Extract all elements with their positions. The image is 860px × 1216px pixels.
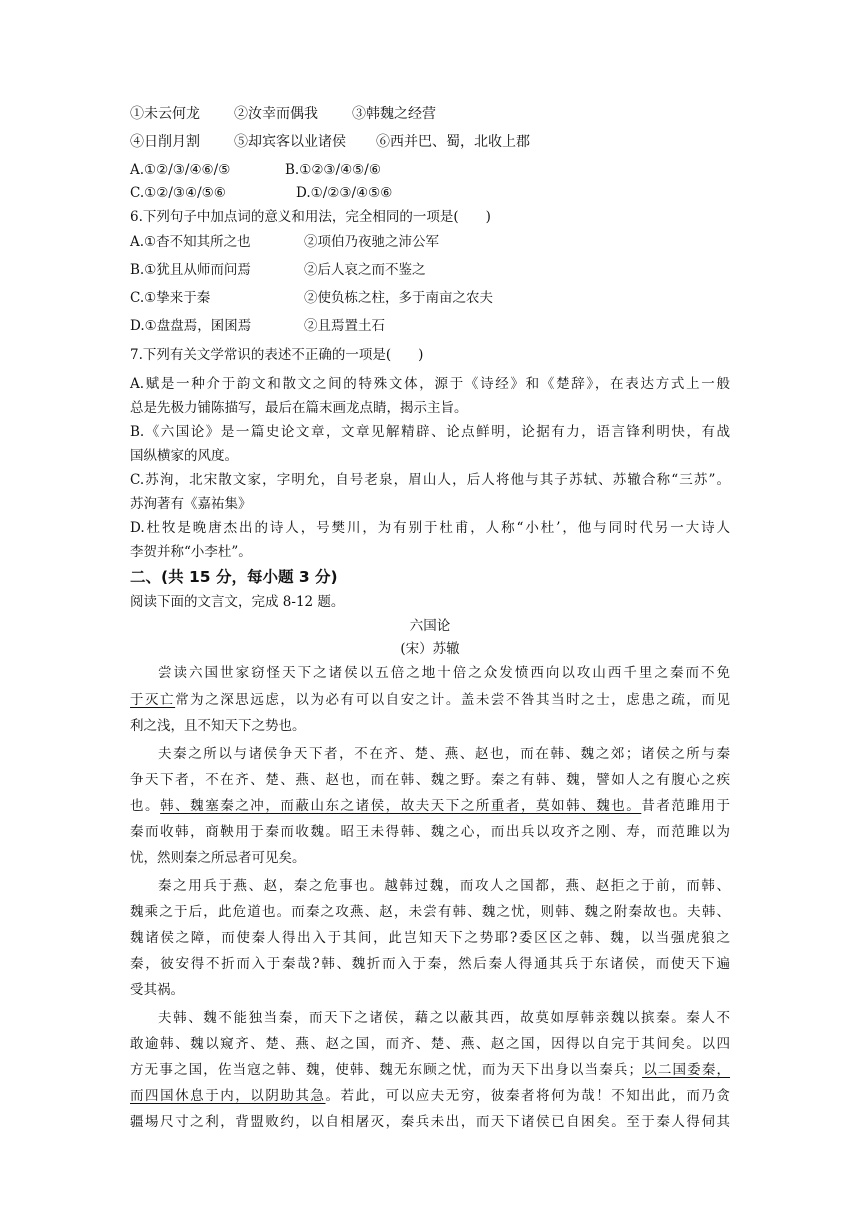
p1-line1: 尝读六国世家窃怪天下之诸侯以五倍之地十倍之众发愤西向以攻山西千里之秦而不免 [158,665,730,681]
q5-item-3: ③韩魏之经营 [352,106,436,122]
q5-item-2: ②汝幸而偶我 [234,106,318,122]
p1-line2: 于灭亡常为之深思远虑，以为必有可以自安之计。盖未尝不咎其当时之士，虑患之疏，而见 [130,692,731,708]
q6-option-c: C.①挚来于秦 ②使负栋之柱，多于南亩之农夫 [130,290,493,306]
p3-line1: 秦之用兵于燕、赵，秦之危事也。越韩过魏，而攻人之国都，燕、赵拒之于前，而韩、 [158,878,730,894]
p3-line4: 秦，彼安得不折而入于秦哉?韩、魏折而入于秦，然后秦人得通其兵于东诸侯，而使天下遍 [130,956,730,972]
q7-option-a-line1: A.赋是一种介于韵文和散文之间的特殊文体，源于《诗经》和《楚辞》，在表达方式上一般 [130,376,730,392]
q7-option-c-line1: C.苏洵，北宋散文家，字明允，自号老泉，眉山人，后人将他与其子苏轼、苏辙合称“三苏”。 [130,472,730,488]
q7-option-a-line2: 总是先极力铺陈描写，最后在篇末画龙点睛，揭示主旨。 [130,400,468,416]
q5-options-cd [130,183,730,203]
q7-option-d-line2: 李贺并称“小李杜”。 [130,544,252,560]
q5-item-4: ④日削月割 [130,134,200,150]
q6-option-d: D.①盘盘焉，囷囷焉 ②且焉置土石 [130,318,385,334]
p4-line1: 夫韩、魏不能独当秦，而天下之诸侯，藉之以蔽其西，故莫如厚韩亲魏以摈秦。秦人不 [158,1010,730,1026]
p2-line1: 夫秦之所以与诸侯争天下者，不在齐、楚、燕、赵也，而在韩、魏之郊；诸侯之所与秦 [158,746,730,762]
section-instruction: 阅读下面的文言文，完成 8-12 题。 [130,594,345,610]
p3-line5: 受其祸。 [130,982,184,998]
p2-line3: 也。韩、魏塞秦之冲，而蔽山东之诸侯，故夫天下之所重者，莫如韩、魏也。昔者范雎用于 [130,798,731,814]
q5-option-c: C.①②/③④/⑤⑥ [130,185,226,201]
q5-option-b: B.①②③/④⑤/⑥ [285,162,381,178]
q6-option-b: B.①犹且从师而问焉 ②后人哀之而不鉴之 [130,262,426,278]
q5-item-5: ⑤却宾客以业诸侯 [234,134,346,150]
p2-line5: 忧，然则秦之所忌者可见矣。 [130,850,306,866]
p1-line3: 利之浅，且不知天下之势也。 [130,718,306,734]
p3-line3: 魏诸侯之障，而使秦人得出入于其间，此岂知天下之势耶?委区区之韩、魏，以当强虎狼之 [130,930,730,946]
q5-option-d: D.①/②③/④⑤⑥ [296,185,393,201]
q5-option-a: A.①②/③/④⑥/⑤ [130,162,231,178]
p4-line2: 敢逾韩、魏以窥齐、楚、燕、赵之国，而齐、楚、燕、赵之国，因得以自完于其间矣。以四 [130,1036,730,1052]
p4-line3: 方无事之国，佐当寇之韩、魏，使韩、魏无东顾之忧，而为天下出身以当秦兵；以二国委秦， [130,1062,731,1078]
q5-options-ab [130,160,730,180]
q7-option-c-line2: 苏洵著有《嘉祐集》 [130,496,252,512]
q7-option-b-line1: B.《六国论》是一篇史论文章，文章见解精辟、论点鲜明，论据有力，语言锋利明快，有战 [130,424,730,440]
p2-line4: 秦而收韩，商鞅用于秦而收魏。昭王未得韩、魏之心，而出兵以攻齐之刚、寿，而范雎以为 [130,824,730,840]
q5-row1 [130,104,730,124]
q7-option-d-line1: D.杜牧是晚唐杰出的诗人，号樊川，为有别于杜甫，人称“小杜’，他与同时代另一大诗人 [130,520,730,536]
p4-line5: 疆埸尺寸之利，背盟败约，以自相屠灭，秦兵未出，而天下诸侯已自困矣。至于秦人得伺其 [130,1114,730,1130]
q5-row2 [130,132,730,152]
q5-item-1: ①未云何龙 [130,106,200,122]
underlined-sentence-2a: 以二国委秦， [642,1062,731,1078]
passage-title: 六国论 [409,618,451,634]
q5-item-6: ⑥西并巴、蜀，北收上郡 [376,134,530,150]
p2-line2: 争天下者，不在齐、楚、燕、赵也，而在韩、魏之野。秦之有韩、魏，譬如人之有腹心之疾 [130,772,730,788]
q6-option-a: A.①杳不知其所之也 ②项伯乃夜驰之沛公军 [130,234,439,250]
p4-line4: 而四国休息于内，以阴助其急。若此，可以应夫无穷，彼秦者将何为哉！不知出此，而乃贪 [130,1088,730,1104]
q7-option-b-line2: 国纵横家的风度。 [130,448,238,464]
passage-author: (宋）苏辙 [400,641,460,657]
underlined-sentence-1: 韩、魏塞秦之冲，而蔽山东之诸侯，故夫天下之所重者，莫如韩、魏也。 [160,798,642,814]
p3-line2: 魏乘之于后，此危道也。而秦之攻燕、赵，未尝有韩、魏之忧，则韩、魏之附秦故也。夫韩、 [130,904,730,920]
q7-stem: 7.下列有关文学常识的表述不正确的一项是( ) [130,347,424,363]
section-heading: 二、(共 15 分，每小题 3 分) [130,568,338,586]
q6-stem: 6.下列句子中加点词的意义和用法，完全相同的一项是( ) [130,209,491,225]
underlined-sentence-2b: 而四国休息于内，以阴助其急 [130,1088,326,1104]
